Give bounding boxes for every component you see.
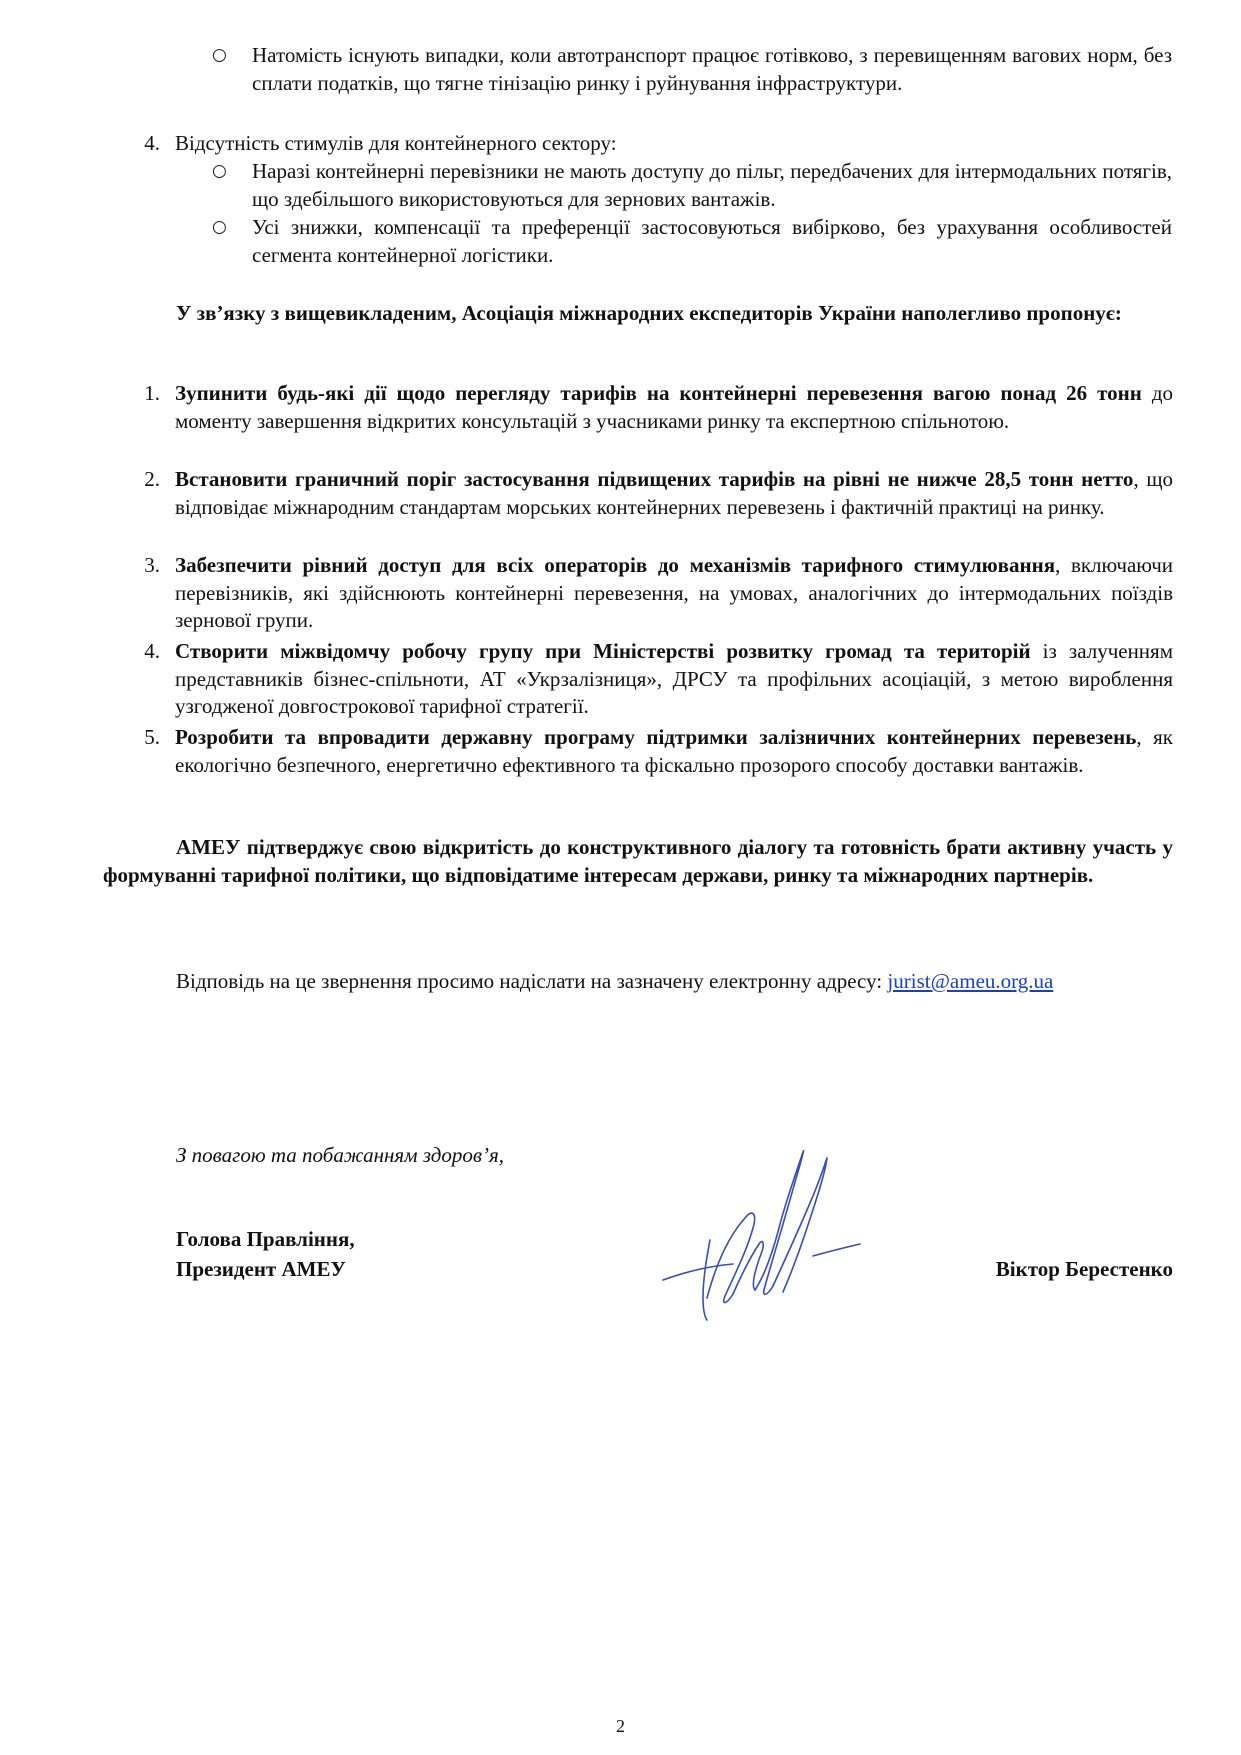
reply-request xyxy=(176,968,1173,996)
proposal-item xyxy=(175,724,1173,779)
signature-image xyxy=(655,1148,865,1323)
proposal-bold-text: Створити міжвідомчу робочу групу при Міністерстві розвитку громад та територій xyxy=(175,639,1031,663)
proposal-item xyxy=(175,552,1173,635)
proposal-text: , як екологічно безпечного, енергетично ефективного та фіскально прозорого способу доставки вантажів. xyxy=(175,725,1173,777)
proposal-item xyxy=(175,466,1173,521)
proposal-bold-text: Зупинити будь-які дії щодо перегляду тарифів на контейнерні перевезення вагою понад 26 тонн xyxy=(175,381,1142,405)
proposal-text: із залученням представників бізнес-спільноти, АТ «Укрзалізниця», ДРСУ та профільних асоціацій, з метою вироблення узгодженої довгострокової тарифної стратегії. xyxy=(175,639,1173,718)
reply-request-text: Відповідь на це звернення просимо надіслати на зазначену електронну адресу: xyxy=(176,969,883,993)
intro-paragraph: У зв’язку з вищевикладеним, Асоціація міжнародних експедиторів України наполегливо пропонує: xyxy=(176,301,1122,325)
sub-bullet-marker: ○ xyxy=(212,161,227,181)
page-number: 2 xyxy=(616,1716,625,1736)
signatory-title-line1: Голова Правління, xyxy=(176,1227,355,1251)
proposal-text: , що відповідає міжнародним стандартам морських контейнерних перевезень і фактичній практиці на ринку. xyxy=(175,467,1173,519)
item4-sub-text: Усі знижки, компенсації та преференції застосовуються вибірково, без урахування особливостей сегмента контейнерної логістики. xyxy=(252,215,1172,267)
item4-number: 4. xyxy=(144,131,160,155)
sub-bullet-marker: ○ xyxy=(212,217,227,237)
proposal-bold-text: Встановити граничний поріг застосування підвищених тарифів на рівні не нижче 28,5 тонн нетто xyxy=(175,467,1134,491)
proposal-number: 4. xyxy=(144,639,160,663)
regards-line: З повагою та побажанням здоров’я, xyxy=(176,1143,504,1167)
email-link[interactable]: jurist@ameu.org.ua xyxy=(887,969,1054,993)
item4-text: Відсутність стимулів для контейнерного сектору: xyxy=(175,131,617,155)
closing-paragraph: АМЕУ підтверджує свою відкритість до конструктивного діалогу та готовність брати активну участь у формуванні тарифної політики, що відповідатиме інтересам держави, ринку та міжнародних партнерів. xyxy=(103,835,1173,887)
proposal-item xyxy=(175,380,1173,435)
proposal-item xyxy=(175,638,1173,721)
signatory-name: Віктор Берестенко xyxy=(995,1257,1173,1281)
proposal-bold-text: Розробити та впровадити державну програму підтримки залізничних контейнерних перевезень xyxy=(175,725,1137,749)
item3-sub-text: Натомість існують випадки, коли автотранспорт працює готівково, з перевищенням вагових норм, без сплати податків, що тягне тінізацію ринку і руйнування інфраструктури. xyxy=(252,43,1172,95)
proposal-bold-text: Забезпечити рівний доступ для всіх операторів до механізмів тарифного стимулювання xyxy=(175,553,1056,577)
proposal-number: 3. xyxy=(144,553,160,577)
proposal-number: 5. xyxy=(144,725,160,749)
proposal-number: 1. xyxy=(144,381,160,405)
sub-bullet-marker: ○ xyxy=(212,45,227,65)
signatory-title-line2: Президент АМЕУ xyxy=(176,1257,346,1281)
item4-sub-text: Наразі контейнерні перевізники не мають доступу до пільг, передбачених для інтермодальних потягів, що здебільшого використовуються для зернових вантажів. xyxy=(252,159,1172,211)
proposal-text: , включаючи перевізників, які здійснюють контейнерні перевезення, на умовах, аналогічних до інтермодальних поїздів зернової групи. xyxy=(175,553,1174,632)
proposal-text: до моменту завершення відкритих консультацій з учасниками ринку та експертною спільнотою. xyxy=(175,381,1173,433)
proposal-number: 2. xyxy=(144,467,160,491)
